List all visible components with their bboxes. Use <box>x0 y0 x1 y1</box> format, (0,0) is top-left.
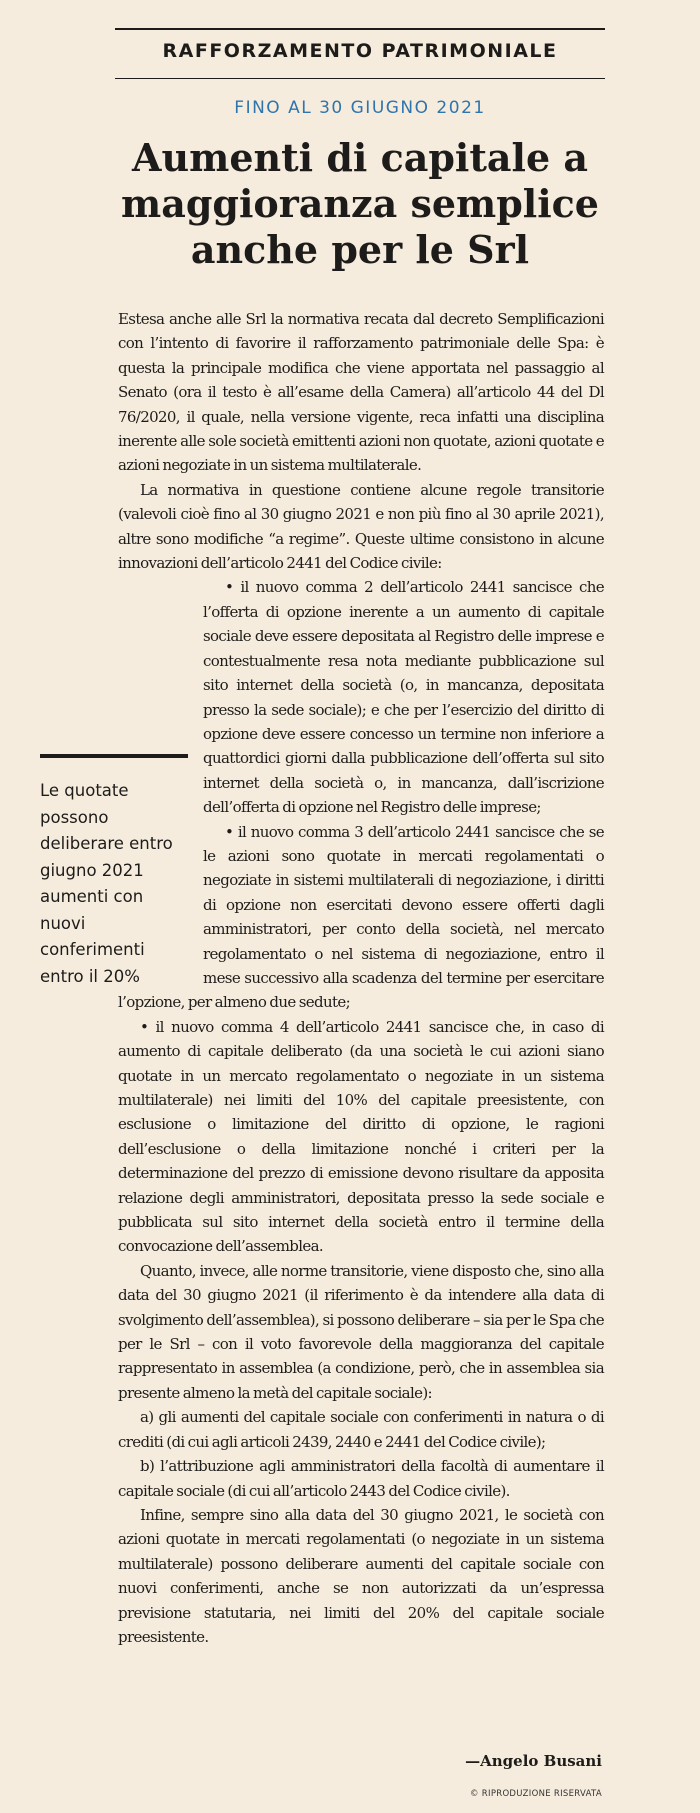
copyright-notice: © RIPRODUZIONE RISERVATA <box>470 1789 602 1799</box>
section-rule <box>115 78 605 79</box>
kicker: FINO AL 30 GIUGNO 2021 <box>234 98 486 118</box>
paragraph: • il nuovo comma 2 dell’articolo 2441 sancisce che l’offerta di opzione inerente a un aumento di capitale sociale deve essere depositata al Registro delle imprese e contestualmente resa nota mediante pubblicazione sul sito internet della società (o, in mancanza, depositata presso la sede sociale); e che per l’esercizio del diritto di opzione deve essere concesso un termine non inferiore a quattordici giorni dalla pubblicazione dell’offerta sul sito internet della società o, in mancanza, dall’iscrizione dell’offerta di opzione nel Registro delle imprese; <box>203 578 604 817</box>
paragraph: • il nuovo comma 3 dell’articolo 2441 sancisce che se le azioni sono quotate in mercati regolamentati o negoziate in sistemi multilaterali di negoziazione, i diritti di opzione non esercitati devono essere offerti dagli amministratori, per conto della società, nel mercato regolamentato o nel sistema di negoziazione, entro il mese successivo alla scadenza del termine per esercitare l’opzione, per almeno due sedute; <box>118 822 604 1012</box>
pull-quote: Le quotate possono deliberare entro giugno 2021 aumenti con nuovi conferimenti entro il 20% <box>40 781 173 986</box>
paragraph: La normativa in questione contiene alcune regole transitorie (valevoli cioè fino al 30 giugno 2021 e non più fino al 30 aprile 2021), altre sono modifiche “a regime”. Queste ultime consistono in alcune innovazioni dell’articolo 2441 del Codice civile: <box>118 480 604 573</box>
paragraph: Quanto, invece, alle norme transitorie, viene disposto che, sino alla data del 30 giugno 2021 (il riferimento è da intendere alla data di svolgimento dell’assemblea), si possono deliberare – sia per le Spa che per le Srl – con il voto favorevole della maggioranza del capitale rappresentato in assemblea (a condizione, però, che in assemblea sia presente almeno la metà del capitale sociale): <box>118 1261 604 1402</box>
paragraph: • il nuovo comma 4 dell’articolo 2441 sancisce che, in caso di aumento di capitale deliberato (da una società le cui azioni siano quotate in un mercato regolamentato o negoziate in un sistema multilaterale) nei limiti del 10% del capitale preesistente, con esclusione o limitazione del diritto di opzione, le ragioni dell’esclusione o della limitazione nonché i criteri per la determinazione del prezzo di emissione devono risultare da apposita relazione degli amministratori, depositata presso la sede sociale e pubblicata sul sito internet della società entro il termine della convocazione dell’assemblea. <box>118 1017 604 1256</box>
section-label: RAFFORZAMENTO PATRIMONIALE <box>162 40 558 62</box>
paragraph: b) l’attribuzione agli amministratori della facoltà di aumentare il capitale sociale (di cui all’articolo 2443 del Codice civile). <box>118 1457 604 1500</box>
paragraph: a) gli aumenti del capitale sociale con conferimenti in natura o di crediti (di cui agli articoli 2439, 2440 e 2441 del Codice civile); <box>118 1408 604 1451</box>
headline: Aumenti di capitale a maggioranza semplice anche per le Srl <box>121 135 599 272</box>
author-byline: —Angelo Busani <box>465 1752 602 1770</box>
top-rule <box>115 28 605 30</box>
pull-quote-rule <box>40 754 188 758</box>
paragraph: Estesa anche alle Srl la normativa recata dal decreto Semplificazioni con l’intento di favorire il rafforzamento patrimoniale delle Spa: è questa la principale modifica che viene apportata nel passaggio al Senato (ora il testo è all’esame della Camera) all’articolo 44 del Dl 76/2020, il quale, nella versione vigente, reca infatti una disciplina inerente alle sole società emittenti azioni non quotate, azioni quotate e azioni negoziate in un sistema multilaterale. <box>118 310 604 475</box>
paragraph: Infine, sempre sino alla data del 30 giugno 2021, le società con azioni quotate in mercati regolamentati (o negoziate in un sistema multilaterale) possono deliberare aumenti del capitale sociale con nuovi conferimenti, anche se non autorizzati da un’espressa previsione statutaria, nei limiti del 20% del capitale sociale preesistente. <box>118 1505 604 1646</box>
